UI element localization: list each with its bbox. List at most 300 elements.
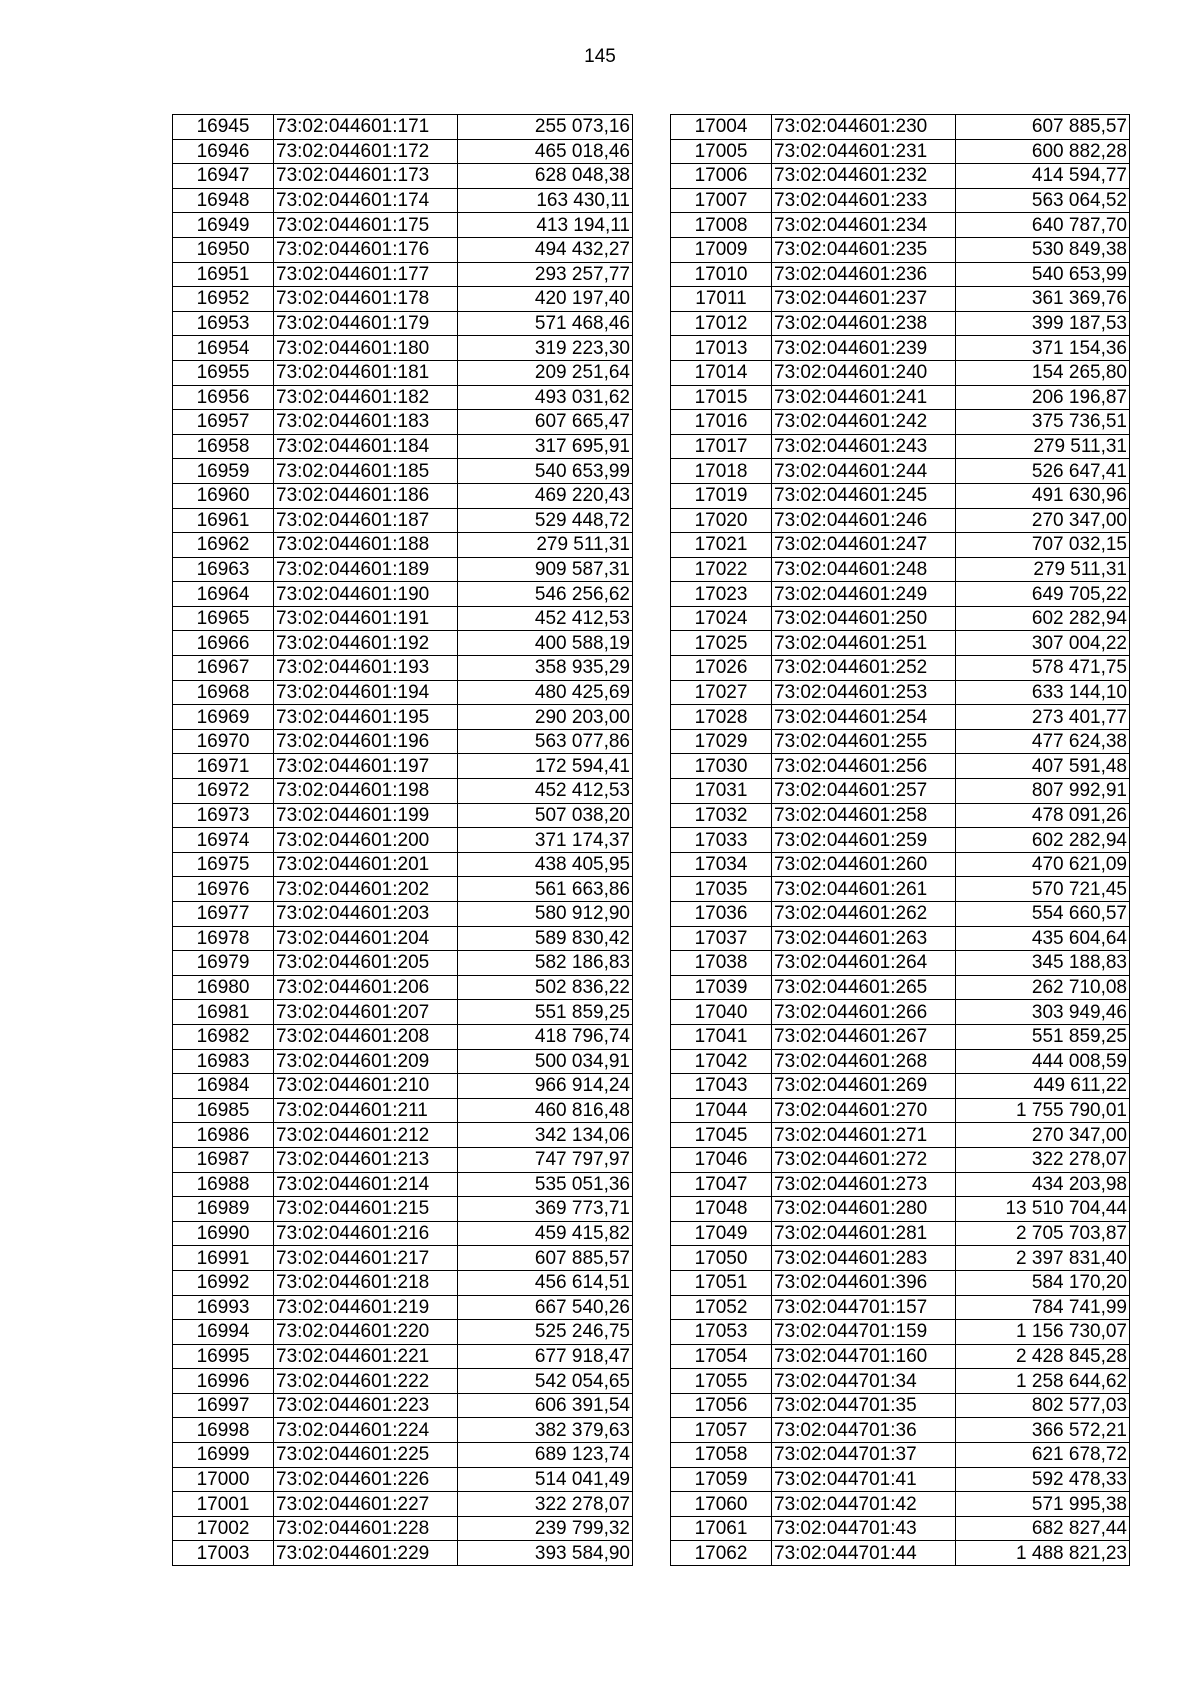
table-row <box>671 705 1130 730</box>
value-cell: 1 258 644,62 <box>956 1369 1130 1394</box>
value-cell: 290 203,00 <box>458 705 633 730</box>
row-number-cell: 17004 <box>671 115 772 140</box>
cadastral-number-cell: 73:02:044601:204 <box>274 926 458 951</box>
value-cell: 2 705 703,87 <box>956 1221 1130 1246</box>
cadastral-number-cell: 73:02:044601:222 <box>274 1369 458 1394</box>
row-number-cell: 16976 <box>173 877 274 902</box>
value-cell: 480 425,69 <box>458 680 633 705</box>
table-row <box>173 606 633 631</box>
row-number-cell: 16964 <box>173 582 274 607</box>
cadastral-number-cell: 73:02:044601:203 <box>274 902 458 927</box>
value-cell: 420 197,40 <box>458 287 633 312</box>
cadastral-number-cell: 73:02:044601:192 <box>274 631 458 656</box>
row-number-cell: 16987 <box>173 1147 274 1172</box>
cadastral-number-cell: 73:02:044601:194 <box>274 680 458 705</box>
cadastral-number-cell: 73:02:044601:223 <box>274 1393 458 1418</box>
table-row <box>173 115 633 140</box>
cadastral-number-cell: 73:02:044601:176 <box>274 237 458 262</box>
cadastral-number-cell: 73:02:044601:182 <box>274 385 458 410</box>
table-row <box>671 1467 1130 1492</box>
value-cell: 551 859,25 <box>458 1000 633 1025</box>
cadastral-number-cell: 73:02:044601:179 <box>274 311 458 336</box>
value-cell: 784 741,99 <box>956 1295 1130 1320</box>
table-row <box>173 951 633 976</box>
cadastral-number-cell: 73:02:044701:42 <box>772 1492 956 1517</box>
cadastral-number-cell: 73:02:044701:157 <box>772 1295 956 1320</box>
row-number-cell: 17042 <box>671 1049 772 1074</box>
row-number-cell: 17058 <box>671 1443 772 1468</box>
cadastral-number-cell: 73:02:044601:214 <box>274 1172 458 1197</box>
table-row <box>173 1270 633 1295</box>
row-number-cell: 16958 <box>173 434 274 459</box>
value-cell: 470 621,09 <box>956 852 1130 877</box>
value-cell: 322 278,07 <box>458 1492 633 1517</box>
value-cell: 163 430,11 <box>458 188 633 213</box>
table-row <box>173 1197 633 1222</box>
table-row <box>671 803 1130 828</box>
row-number-cell: 17023 <box>671 582 772 607</box>
row-number-cell: 16997 <box>173 1393 274 1418</box>
cadastral-number-cell: 73:02:044601:210 <box>274 1074 458 1099</box>
row-number-cell: 16974 <box>173 828 274 853</box>
row-number-cell: 17015 <box>671 385 772 410</box>
cadastral-number-cell: 73:02:044701:37 <box>772 1443 956 1468</box>
value-cell: 375 736,51 <box>956 410 1130 435</box>
table-row <box>671 877 1130 902</box>
table-row <box>671 508 1130 533</box>
value-cell: 322 278,07 <box>956 1147 1130 1172</box>
table-row <box>173 1000 633 1025</box>
value-cell: 571 995,38 <box>956 1492 1130 1517</box>
table-row <box>671 410 1130 435</box>
value-cell: 494 432,27 <box>458 237 633 262</box>
row-number-cell: 17049 <box>671 1221 772 1246</box>
table-row <box>173 902 633 927</box>
value-cell: 540 653,99 <box>956 262 1130 287</box>
cadastral-number-cell: 73:02:044601:186 <box>274 483 458 508</box>
value-cell: 371 174,37 <box>458 828 633 853</box>
row-number-cell: 17052 <box>671 1295 772 1320</box>
cadastral-number-cell: 73:02:044601:255 <box>772 729 956 754</box>
value-cell: 554 660,57 <box>956 902 1130 927</box>
cadastral-number-cell: 73:02:044601:190 <box>274 582 458 607</box>
row-number-cell: 17033 <box>671 828 772 853</box>
row-number-cell: 17046 <box>671 1147 772 1172</box>
value-cell: 542 054,65 <box>458 1369 633 1394</box>
table-row <box>671 606 1130 631</box>
row-number-cell: 17062 <box>671 1541 772 1566</box>
value-cell: 607 665,47 <box>458 410 633 435</box>
value-cell: 507 038,20 <box>458 803 633 828</box>
row-number-cell: 17025 <box>671 631 772 656</box>
cadastral-number-cell: 73:02:044601:185 <box>274 459 458 484</box>
table-row <box>671 779 1130 804</box>
table-row <box>671 1344 1130 1369</box>
table-row <box>671 951 1130 976</box>
table-row <box>173 582 633 607</box>
table-row <box>671 139 1130 164</box>
table-row <box>671 385 1130 410</box>
row-number-cell: 17006 <box>671 164 772 189</box>
value-cell: 535 051,36 <box>458 1172 633 1197</box>
cadastral-number-cell: 73:02:044601:231 <box>772 139 956 164</box>
value-cell: 452 412,53 <box>458 779 633 804</box>
value-cell: 592 478,33 <box>956 1467 1130 1492</box>
cadastral-number-cell: 73:02:044601:244 <box>772 459 956 484</box>
cadastral-number-cell: 73:02:044601:264 <box>772 951 956 976</box>
table-row <box>671 1000 1130 1025</box>
cadastral-number-cell: 73:02:044601:173 <box>274 164 458 189</box>
row-number-cell: 16979 <box>173 951 274 976</box>
value-cell: 529 448,72 <box>458 508 633 533</box>
value-cell: 279 511,31 <box>956 434 1130 459</box>
cadastral-number-cell: 73:02:044601:206 <box>274 975 458 1000</box>
row-number-cell: 17030 <box>671 754 772 779</box>
cadastral-number-cell: 73:02:044601:228 <box>274 1516 458 1541</box>
value-cell: 273 401,77 <box>956 705 1130 730</box>
value-cell: 551 859,25 <box>956 1024 1130 1049</box>
table-row <box>173 877 633 902</box>
row-number-cell: 16967 <box>173 656 274 681</box>
table-row <box>173 1123 633 1148</box>
row-number-cell: 16994 <box>173 1320 274 1345</box>
table-row <box>173 828 633 853</box>
row-number-cell: 17048 <box>671 1197 772 1222</box>
table-row <box>671 533 1130 558</box>
table-row <box>671 311 1130 336</box>
table-row <box>671 1098 1130 1123</box>
cadastral-number-cell: 73:02:044601:196 <box>274 729 458 754</box>
row-number-cell: 16951 <box>173 262 274 287</box>
row-number-cell: 16977 <box>173 902 274 927</box>
value-cell: 371 154,36 <box>956 336 1130 361</box>
row-number-cell: 17022 <box>671 557 772 582</box>
row-number-cell: 17037 <box>671 926 772 951</box>
row-number-cell: 17009 <box>671 237 772 262</box>
cadastral-number-cell: 73:02:044601:269 <box>772 1074 956 1099</box>
table-row <box>173 336 633 361</box>
row-number-cell: 16983 <box>173 1049 274 1074</box>
table-row <box>173 410 633 435</box>
value-cell: 319 223,30 <box>458 336 633 361</box>
cadastral-number-cell: 73:02:044601:198 <box>274 779 458 804</box>
row-number-cell: 16990 <box>173 1221 274 1246</box>
table-row <box>173 262 633 287</box>
cadastral-number-cell: 73:02:044601:191 <box>274 606 458 631</box>
cadastral-number-cell: 73:02:044601:226 <box>274 1467 458 1492</box>
row-number-cell: 16963 <box>173 557 274 582</box>
value-cell: 400 588,19 <box>458 631 633 656</box>
table-row <box>173 779 633 804</box>
row-number-cell: 16992 <box>173 1270 274 1295</box>
value-cell: 578 471,75 <box>956 656 1130 681</box>
row-number-cell: 16981 <box>173 1000 274 1025</box>
value-cell: 172 594,41 <box>458 754 633 779</box>
cadastral-number-cell: 73:02:044601:178 <box>274 287 458 312</box>
value-cell: 434 203,98 <box>956 1172 1130 1197</box>
row-number-cell: 17007 <box>671 188 772 213</box>
row-number-cell: 16952 <box>173 287 274 312</box>
row-number-cell: 16954 <box>173 336 274 361</box>
row-number-cell: 16948 <box>173 188 274 213</box>
row-number-cell: 17029 <box>671 729 772 754</box>
row-number-cell: 17054 <box>671 1344 772 1369</box>
row-number-cell: 16961 <box>173 508 274 533</box>
row-number-cell: 16986 <box>173 1123 274 1148</box>
value-cell: 589 830,42 <box>458 926 633 951</box>
table-row <box>671 1172 1130 1197</box>
value-cell: 465 018,46 <box>458 139 633 164</box>
value-cell: 293 257,77 <box>458 262 633 287</box>
table-row <box>671 1221 1130 1246</box>
cadastral-number-cell: 73:02:044601:257 <box>772 779 956 804</box>
table-row <box>173 852 633 877</box>
row-number-cell: 16949 <box>173 213 274 238</box>
table-row <box>173 311 633 336</box>
table-row <box>173 1098 633 1123</box>
table-row <box>671 262 1130 287</box>
row-number-cell: 16950 <box>173 237 274 262</box>
cadastral-number-cell: 73:02:044601:240 <box>772 360 956 385</box>
table-row <box>671 1074 1130 1099</box>
cadastral-number-cell: 73:02:044601:238 <box>772 311 956 336</box>
table-row <box>671 852 1130 877</box>
cadastral-number-cell: 73:02:044601:183 <box>274 410 458 435</box>
row-number-cell: 16953 <box>173 311 274 336</box>
table-row <box>671 1320 1130 1345</box>
value-cell: 667 540,26 <box>458 1295 633 1320</box>
value-cell: 584 170,20 <box>956 1270 1130 1295</box>
table-row <box>173 1443 633 1468</box>
row-number-cell: 16956 <box>173 385 274 410</box>
table-row <box>173 803 633 828</box>
table-row <box>173 434 633 459</box>
value-cell: 502 836,22 <box>458 975 633 1000</box>
row-number-cell: 16955 <box>173 360 274 385</box>
table-row <box>173 1393 633 1418</box>
row-number-cell: 16957 <box>173 410 274 435</box>
table-row <box>671 656 1130 681</box>
cadastral-number-cell: 73:02:044601:229 <box>274 1541 458 1566</box>
table-row <box>173 754 633 779</box>
row-number-cell: 17011 <box>671 287 772 312</box>
table-row <box>671 188 1130 213</box>
row-number-cell: 17000 <box>173 1467 274 1492</box>
table-row <box>173 533 633 558</box>
value-cell: 602 282,94 <box>956 828 1130 853</box>
cadastral-number-cell: 73:02:044601:266 <box>772 1000 956 1025</box>
cadastral-number-cell: 73:02:044601:272 <box>772 1147 956 1172</box>
cadastral-number-cell: 73:02:044601:259 <box>772 828 956 853</box>
value-cell: 966 914,24 <box>458 1074 633 1099</box>
row-number-cell: 17028 <box>671 705 772 730</box>
table-row <box>173 1024 633 1049</box>
value-cell: 561 663,86 <box>458 877 633 902</box>
row-number-cell: 16988 <box>173 1172 274 1197</box>
table-row <box>671 1516 1130 1541</box>
cadastral-number-cell: 73:02:044701:34 <box>772 1369 956 1394</box>
value-cell: 366 572,21 <box>956 1418 1130 1443</box>
value-cell: 525 246,75 <box>458 1320 633 1345</box>
value-cell: 807 992,91 <box>956 779 1130 804</box>
value-cell: 607 885,57 <box>956 115 1130 140</box>
cadastral-number-cell: 73:02:044601:245 <box>772 483 956 508</box>
row-number-cell: 17014 <box>671 360 772 385</box>
cadastral-number-cell: 73:02:044701:159 <box>772 1320 956 1345</box>
cadastral-number-cell: 73:02:044601:181 <box>274 360 458 385</box>
row-number-cell: 17035 <box>671 877 772 902</box>
value-cell: 600 882,28 <box>956 139 1130 164</box>
value-cell: 602 282,94 <box>956 606 1130 631</box>
value-cell: 460 816,48 <box>458 1098 633 1123</box>
value-cell: 682 827,44 <box>956 1516 1130 1541</box>
row-number-cell: 17047 <box>671 1172 772 1197</box>
value-cell: 444 008,59 <box>956 1049 1130 1074</box>
table-row <box>173 1344 633 1369</box>
value-cell: 649 705,22 <box>956 582 1130 607</box>
row-number-cell: 17039 <box>671 975 772 1000</box>
row-number-cell: 17032 <box>671 803 772 828</box>
row-number-cell: 17061 <box>671 1516 772 1541</box>
value-cell: 456 614,51 <box>458 1270 633 1295</box>
table-row <box>671 1295 1130 1320</box>
cadastral-number-cell: 73:02:044601:211 <box>274 1098 458 1123</box>
cadastral-number-cell: 73:02:044601:239 <box>772 336 956 361</box>
value-cell: 477 624,38 <box>956 729 1130 754</box>
row-number-cell: 17060 <box>671 1492 772 1517</box>
table-row <box>173 213 633 238</box>
row-number-cell: 16982 <box>173 1024 274 1049</box>
row-number-cell: 16968 <box>173 680 274 705</box>
row-number-cell: 16947 <box>173 164 274 189</box>
value-cell: 209 251,64 <box>458 360 633 385</box>
row-number-cell: 16946 <box>173 139 274 164</box>
value-cell: 546 256,62 <box>458 582 633 607</box>
table-row <box>671 1246 1130 1271</box>
table-row <box>671 483 1130 508</box>
cadastral-number-cell: 73:02:044701:36 <box>772 1418 956 1443</box>
row-number-cell: 17021 <box>671 533 772 558</box>
cadastral-number-cell: 73:02:044601:249 <box>772 582 956 607</box>
cadastral-number-cell: 73:02:044601:184 <box>274 434 458 459</box>
cadastral-number-cell: 73:02:044601:273 <box>772 1172 956 1197</box>
row-number-cell: 17018 <box>671 459 772 484</box>
row-number-cell: 17024 <box>671 606 772 631</box>
value-cell: 621 678,72 <box>956 1443 1130 1468</box>
cadastral-number-cell: 73:02:044601:253 <box>772 680 956 705</box>
table-row <box>173 164 633 189</box>
table-row <box>173 508 633 533</box>
value-cell: 449 611,22 <box>956 1074 1130 1099</box>
row-number-cell: 17043 <box>671 1074 772 1099</box>
table-row <box>671 336 1130 361</box>
row-number-cell: 16993 <box>173 1295 274 1320</box>
cadastral-number-cell: 73:02:044601:177 <box>274 262 458 287</box>
value-cell: 279 511,31 <box>458 533 633 558</box>
cadastral-number-cell: 73:02:044601:261 <box>772 877 956 902</box>
cadastral-number-cell: 73:02:044601:235 <box>772 237 956 262</box>
row-number-cell: 17026 <box>671 656 772 681</box>
value-cell: 369 773,71 <box>458 1197 633 1222</box>
value-cell: 478 091,26 <box>956 803 1130 828</box>
row-number-cell: 16960 <box>173 483 274 508</box>
row-number-cell: 16970 <box>173 729 274 754</box>
table-row <box>671 582 1130 607</box>
cadastral-number-cell: 73:02:044601:197 <box>274 754 458 779</box>
cadastral-number-cell: 73:02:044601:283 <box>772 1246 956 1271</box>
cadastral-number-cell: 73:02:044701:44 <box>772 1541 956 1566</box>
table-row <box>671 213 1130 238</box>
value-cell: 307 004,22 <box>956 631 1130 656</box>
value-cell: 563 077,86 <box>458 729 633 754</box>
table-row <box>173 139 633 164</box>
cadastral-number-cell: 73:02:044601:262 <box>772 902 956 927</box>
cadastral-number-cell: 73:02:044701:41 <box>772 1467 956 1492</box>
value-cell: 418 796,74 <box>458 1024 633 1049</box>
cadastral-number-cell: 73:02:044601:236 <box>772 262 956 287</box>
value-cell: 435 604,64 <box>956 926 1130 951</box>
cadastral-number-cell: 73:02:044601:208 <box>274 1024 458 1049</box>
cadastral-number-cell: 73:02:044601:207 <box>274 1000 458 1025</box>
value-cell: 317 695,91 <box>458 434 633 459</box>
table-row <box>173 237 633 262</box>
table-row <box>671 1270 1130 1295</box>
cadastral-number-cell: 73:02:044601:256 <box>772 754 956 779</box>
value-cell: 580 912,90 <box>458 902 633 927</box>
cadastral-number-cell: 73:02:044601:281 <box>772 1221 956 1246</box>
table-row <box>671 557 1130 582</box>
value-cell: 582 186,83 <box>458 951 633 976</box>
value-cell: 361 369,76 <box>956 287 1130 312</box>
value-cell: 1 156 730,07 <box>956 1320 1130 1345</box>
row-number-cell: 16973 <box>173 803 274 828</box>
value-cell: 640 787,70 <box>956 213 1130 238</box>
table-row <box>173 1516 633 1541</box>
cadastral-number-cell: 73:02:044601:267 <box>772 1024 956 1049</box>
row-number-cell: 16984 <box>173 1074 274 1099</box>
value-cell: 500 034,91 <box>458 1049 633 1074</box>
row-number-cell: 16980 <box>173 975 274 1000</box>
row-number-cell: 17027 <box>671 680 772 705</box>
table-row <box>173 385 633 410</box>
row-number-cell: 17003 <box>173 1541 274 1566</box>
table-row <box>173 729 633 754</box>
table-row <box>173 1467 633 1492</box>
row-number-cell: 17020 <box>671 508 772 533</box>
value-cell: 909 587,31 <box>458 557 633 582</box>
value-cell: 628 048,38 <box>458 164 633 189</box>
table-row <box>671 459 1130 484</box>
value-cell: 154 265,80 <box>956 360 1130 385</box>
row-number-cell: 16985 <box>173 1098 274 1123</box>
table-row <box>173 557 633 582</box>
value-cell: 677 918,47 <box>458 1344 633 1369</box>
value-cell: 2 397 831,40 <box>956 1246 1130 1271</box>
table-row <box>671 631 1130 656</box>
cadastral-number-cell: 73:02:044601:217 <box>274 1246 458 1271</box>
cadastral-number-cell: 73:02:044601:199 <box>274 803 458 828</box>
cadastral-number-cell: 73:02:044601:172 <box>274 139 458 164</box>
cadastral-number-cell: 73:02:044601:254 <box>772 705 956 730</box>
value-cell: 707 032,15 <box>956 533 1130 558</box>
row-number-cell: 17001 <box>173 1492 274 1517</box>
value-cell: 413 194,11 <box>458 213 633 238</box>
cadastral-number-cell: 73:02:044601:233 <box>772 188 956 213</box>
cadastral-number-cell: 73:02:044601:225 <box>274 1443 458 1468</box>
row-number-cell: 17008 <box>671 213 772 238</box>
cadastral-number-cell: 73:02:044601:205 <box>274 951 458 976</box>
cadastral-number-cell: 73:02:044601:237 <box>772 287 956 312</box>
